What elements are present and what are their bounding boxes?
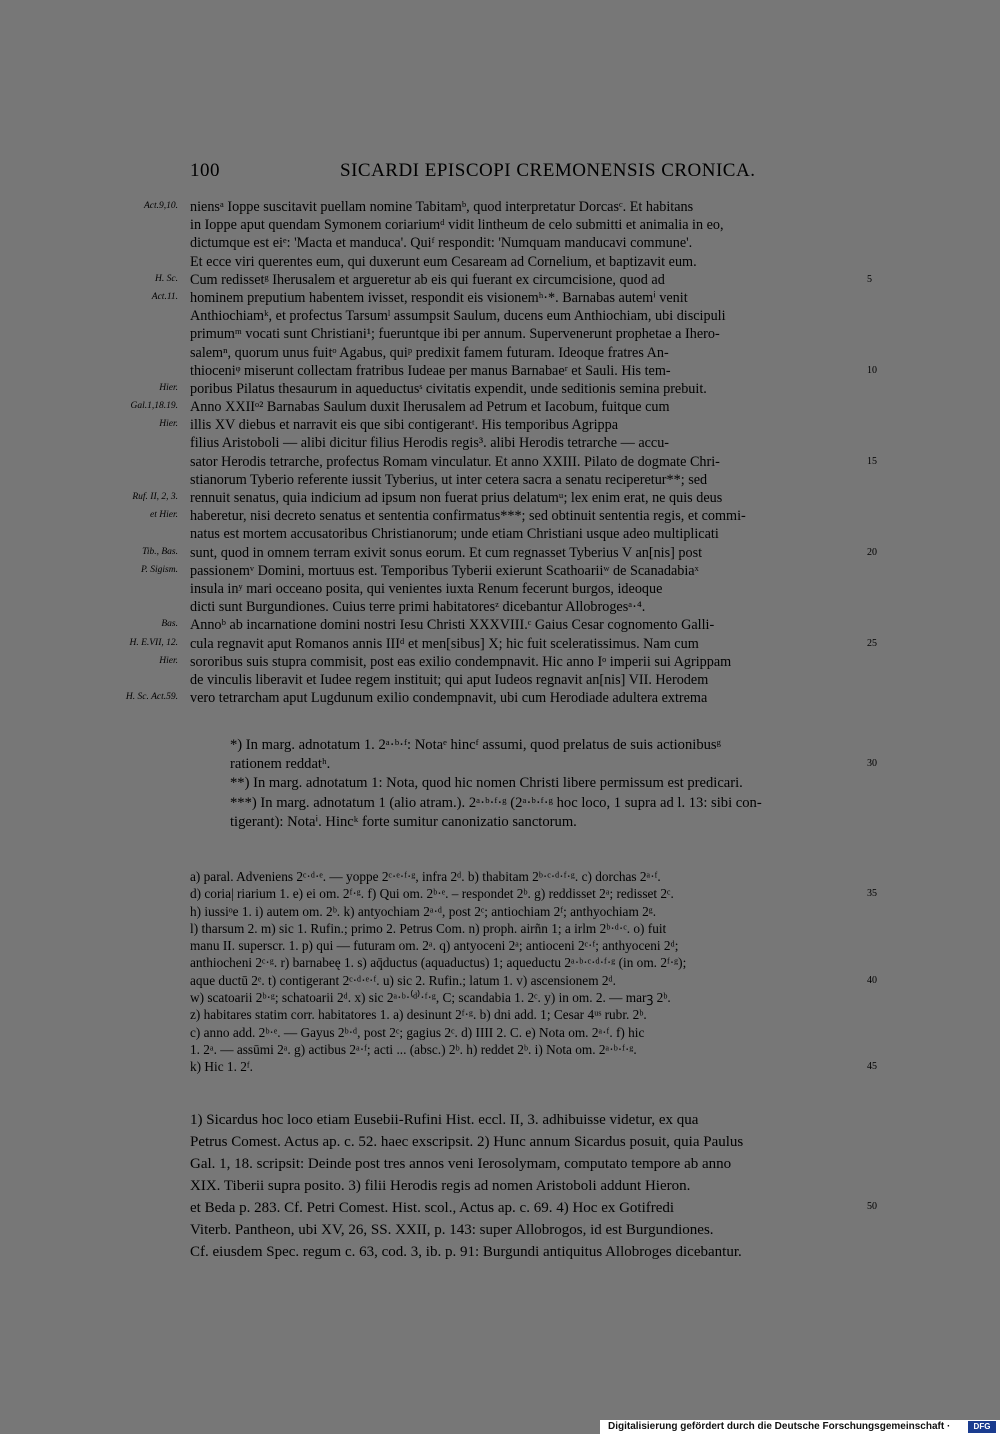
margin-reference: et Hier. <box>150 510 178 521</box>
line-text: salemⁿ, quorum unus fuitᵒ Agabus, quiᵖ predixit famem futuram. Ideoque fratres An- <box>190 344 669 361</box>
text-line <box>0 289 1000 307</box>
footer-text: Digitalisierung gefördert durch die Deutsche Forschungsgemeinschaft · <box>608 1421 951 1432</box>
line-text: vero tetrarcham aput Lugdunum exilio condempnavit, ubi cum Herodiade adultera extrema <box>190 690 708 707</box>
text-line <box>0 307 1000 325</box>
line-number: 20 <box>867 546 877 558</box>
text-line <box>0 671 1000 689</box>
marginal-notes <box>0 736 1000 832</box>
line-text: w) scatoarii 2ᵇ·ᵍ; schatoarii 2ᵈ. x) sic 2ᵃ·ᵇ·⁽ᵈ⁾·ᶠ·ᵍ, C; scandabia 1. 2ᶜ. y) in om. 2. — marꝫ 2ᵇ. <box>190 990 671 1006</box>
text-line <box>0 736 1000 755</box>
line-number: 10 <box>867 364 877 376</box>
line-number: 5 <box>867 273 872 285</box>
text-line <box>0 1041 1000 1058</box>
line-text: Anno XXIIᵒ² Barnabas Saulum duxit Iherusalem ad Petrum et Iacobum, fuitque cum <box>190 399 670 416</box>
line-number: 45 <box>867 1061 877 1073</box>
text-line <box>0 1154 1000 1176</box>
line-text: Gal. 1, 18. scripsit: Deinde post tres annos veni Ierosolymam, computato tempore ab anno <box>190 1156 732 1172</box>
line-text: Anthiochiamᵏ, et profectus Tarsumˡ assumpsit Saulum, ducens eum Anthiochiam, ubi discipuli <box>190 308 726 325</box>
dfg-logo: DFG <box>968 1421 996 1433</box>
line-text: rationem reddatʰ. <box>230 756 331 773</box>
margin-reference: Tib., Bas. <box>142 546 178 557</box>
margin-reference: Hier. <box>159 655 178 666</box>
running-title: SICARDI EPISCOPI CREMONENSIS CRONICA. <box>340 160 756 181</box>
line-text: hominem preputium habentem ivisset, respondit eis visionemʰ·*. Barnabas autemⁱ venit <box>190 289 688 306</box>
margin-reference: H. E.VII, 12. <box>129 637 178 648</box>
line-text: k) Hic 1. 2ᶠ. <box>190 1059 253 1075</box>
line-text: dicti sunt Burgundiones. Cuius terre primi habitatoresᶻ dicebantur Allobrogesᵃ·⁴. <box>190 599 646 616</box>
text-line <box>0 544 1000 562</box>
text-line <box>0 1006 1000 1023</box>
line-text: primumᵐ vocati sunt Christiani¹; fueruntque ibi per annum. Supervenerunt prophetae a Ihero- <box>190 326 720 343</box>
line-text: sororibus suis stupra commisit, post eas exilio condempnavit. Hic anno Iᵒ imperii sui Agrippam <box>190 653 732 670</box>
text-line <box>0 598 1000 616</box>
line-number: 25 <box>867 637 877 649</box>
line-number: 35 <box>867 888 877 900</box>
line-text: filius Aristoboli — alibi dicitur filius Herodis regis³. alibi Herodis tetrarche — accu- <box>190 435 670 452</box>
text-line <box>0 1058 1000 1075</box>
text-line <box>0 903 1000 920</box>
line-number: 40 <box>867 974 877 986</box>
text-line <box>0 434 1000 452</box>
line-text: a) paral. Adveniens 2ᶜ·ᵈ·ᵉ. — yoppe 2ᶜ·ᵉ·ᶠ·ᵍ, infra 2ᵈ. b) thabitam 2ᵇ·ᶜ·ᵈ·ᶠ·ᵍ. c) dorchas 2ᵃ·ᶠ. <box>190 869 661 884</box>
line-text: aque ductū 2ᵉ. t) contigerant 2ᶜ·ᵈ·ᵉ·ᶠ. u) sic 2. Rufin.; latum 1. v) ascensionem 2ᵈ. <box>190 972 616 988</box>
line-text: poribus Pilatus thesaurum in aqueductusˢ civitatis expendit, unde seditionis semina prebuit. <box>190 380 707 397</box>
line-text: niensᵃ Ioppe suscitavit puellam nomine Tabitamᵇ, quod interpretatur Dorcasᶜ. Et habitans <box>190 199 694 215</box>
text-line <box>0 972 1000 989</box>
text-line <box>0 253 1000 271</box>
text-line <box>0 868 1000 885</box>
text-line <box>0 885 1000 902</box>
line-text: c) anno add. 2ᵇ·ᵉ. — Gayus 2ᵇ·ᵈ, post 2ᶜ; gagius 2ᶜ. d) IIII 2. C. e) Nota om. 2ᵃ·ᶠ. f) hic <box>190 1024 645 1040</box>
text-line <box>0 216 1000 234</box>
line-text: ***) In marg. adnotatum 1 (alio atram.). 2ᵃ·ᵇ·ᶠ·ᵍ (2ᵃ·ᵇ·ᶠ·ᵍ hoc loco, 1 supra ad l. 13: sibi con- <box>230 794 762 811</box>
text-line <box>0 954 1000 971</box>
line-text: sator Herodis tetrarche, profectus Romam vinculatur. Et anno XXIII. Pilato de dogmate Chri- <box>190 453 720 470</box>
margin-reference: Act.9,10. <box>143 201 178 211</box>
line-text: thioceniᵠ miserunt collectam fratribus Iudeae per manus Barnabaeʳ et Sauli. His tem- <box>190 362 671 379</box>
line-text: Annoᵇ ab incarnatione domini nostri Iesu Christi XXXVIII.ᶜ Gaius Cesar cognomento Galli- <box>190 617 715 634</box>
text-line <box>0 271 1000 289</box>
line-text: sunt, quod in omnem terram exivit sonus eorum. Et cum regnasset Tyberius V an[nis] post <box>190 544 703 561</box>
text-line <box>0 653 1000 671</box>
text-line <box>0 453 1000 471</box>
text-line <box>0 471 1000 489</box>
line-text: rennuit senatus, quia indicium ad ipsum non fuerat prius delatumᵘ; lex enim erat, ne quis deus <box>190 490 723 506</box>
line-text: natus est mortem accusatoribus Christianorum; unde etiam Christiani usque adeo multiplicati <box>190 526 719 543</box>
line-text: haberetur, nisi decreto senatus et sententia confirmatus***; sed obtinuit sententia regis, et commi- <box>190 508 746 525</box>
line-text: Cum redissetᵍ Iherusalem et argueretur ab eis qui fuerant ex circumcisione, quod ad <box>190 271 665 288</box>
text-line <box>0 755 1000 774</box>
text-line <box>0 937 1000 954</box>
line-text: anthiocheni 2ᶜ·ᵍ. r) barnabeę 1. s) aq̄ductus (aquaductus) 1; aqueductu 2ᵃ·ᵇ·ᶜ·ᵈ·ᶠ·ᵍ (in om. 2ᶠ·ᵍ); <box>190 955 687 971</box>
text-line <box>0 398 1000 416</box>
variant-apparatus <box>0 868 1000 1076</box>
text-line <box>0 1176 1000 1198</box>
text-line <box>0 1132 1000 1154</box>
line-text: et Beda p. 283. Cf. Petri Comest. Hist. scol., Actus ap. c. 69. 4) Hoc ex Gotifredi <box>190 1200 675 1216</box>
text-line <box>0 489 1000 507</box>
line-text: l) tharsum 2. m) sic 1. Rufin.; primo 2. Petrus Com. n) proph. airñn 1; a irlm 2ᵇ·ᵈ·ᶜ. o) fuit <box>190 920 667 936</box>
text-line <box>0 1110 1000 1132</box>
margin-reference: H. Sc. <box>155 273 178 284</box>
page-number: 100 <box>190 160 220 181</box>
line-text: *) In marg. adnotatum 1. 2ᵃ·ᵇ·ᶠ: Notaᵉ hincᶠ assumi, quod prelatus de suis actionibusᵍ <box>230 737 721 753</box>
line-text: Viterb. Pantheon, ubi XV, 26, SS. XXII, p. 143: super Allobrogos, id est Burgundiones. <box>190 1222 714 1238</box>
footer-bar <box>600 1420 1000 1434</box>
line-text: d) coria| riarium 1. e) ei om. 2ᶠ·ᵍ. f) Qui om. 2ᵇ·ᵉ. – respondet 2ᵇ. g) reddisset 2ᵃ; redisset 2ᶜ. <box>190 886 674 902</box>
line-number: 30 <box>867 758 877 770</box>
text-line <box>0 1220 1000 1242</box>
line-text: Cf. eiusdem Spec. regum c. 63, cod. 3, ib. p. 91: Burgundi antiquitus Allobroges dicebantur. <box>190 1244 742 1260</box>
text-line <box>0 416 1000 434</box>
source-notes <box>0 1110 1000 1264</box>
text-line <box>0 580 1000 598</box>
line-text: in Ioppe aput quendam Symonem coriariumᵈ vidit lintheum de celo submitti et animalia in eo, <box>190 217 724 234</box>
margin-reference: Hier. <box>159 419 178 430</box>
text-line <box>0 198 1000 216</box>
margin-reference: Gal.1,18.19. <box>130 401 178 412</box>
text-line <box>0 635 1000 653</box>
text-line <box>0 920 1000 937</box>
line-text: 1. 2ᵃ. — assūmi 2ᵃ. g) actibus 2ᵃ·ᶠ; acti ... (absc.) 2ᵇ. h) reddet 2ᵇ. i) Nota om. 2ᵃ·ᵇ·ᶠ·ᵍ. <box>190 1041 637 1057</box>
margin-reference: Hier. <box>159 382 178 393</box>
line-text: insula inʸ mari occeano posita, qui venientes iuxta Renum fecerunt burgos, ideoque <box>190 580 663 597</box>
text-line <box>0 989 1000 1006</box>
line-text: tigerant): Notaⁱ. Hincᵏ forte sumitur canonizatio sanctorum. <box>230 813 577 830</box>
line-text: illis XV diebus et narravit eis que sibi contigerantᵗ. His temporibus Agrippa <box>190 417 619 434</box>
text-line <box>0 813 1000 832</box>
line-text: Petrus Comest. Actus ap. c. 52. haec exscripsit. 2) Hunc annum Sicardus posuit, quia Paulus <box>190 1134 744 1150</box>
line-number: 50 <box>867 1201 877 1212</box>
text-line <box>0 325 1000 343</box>
text-line <box>0 234 1000 252</box>
line-text: XIX. Tiberii supra posito. 3) filii Herodis regis ad nomen Aristoboli addunt Hieron. <box>190 1178 691 1194</box>
margin-reference: P. Sigism. <box>140 564 178 575</box>
text-line <box>0 1024 1000 1041</box>
text-line <box>0 507 1000 525</box>
text-line <box>0 1198 1000 1220</box>
line-number: 15 <box>867 455 877 467</box>
text-line <box>0 562 1000 580</box>
margin-reference: Act.11. <box>151 291 178 302</box>
line-text: h) iussiᵒe 1. i) autem om. 2ᵇ. k) antyochiam 2ᵃ·ᵈ, post 2ᶜ; antiochiam 2ᶠ; anthyochiam 2ᵍ. <box>190 903 657 919</box>
text-line <box>0 380 1000 398</box>
line-text: z) habitares statim corr. habitatores 1. a) desinunt 2ᶠ·ᵍ. b) dni add. 1; Cesar 4ᵘˢ rubr. 2ᵇ. <box>190 1007 647 1023</box>
text-line <box>0 525 1000 543</box>
margin-reference: Ruf. II, 2, 3. <box>132 492 178 502</box>
line-text: **) In marg. adnotatum 1: Nota, quod hic nomen Christi libere permissum est predicari. <box>230 775 743 792</box>
text-line <box>0 794 1000 813</box>
text-line <box>0 616 1000 634</box>
line-text: de vinculis liberavit et Iudee regem instituit; qui aput Iudeos regnavit an[nis] VII. Herodem <box>190 671 709 688</box>
text-line <box>0 344 1000 362</box>
line-text: passionemᵛ Domini, mortuus est. Temporibus Tyberii exierunt Scathoariiʷ de Scanadabiaˣ <box>190 562 699 579</box>
margin-reference: H. Sc. Act.59. <box>125 692 178 703</box>
line-text: 1) Sicardus hoc loco etiam Eusebii-Rufini Hist. eccl. II, 3. adhibuisse videtur, ex qua <box>190 1112 699 1128</box>
line-text: cula regnavit aput Romanos annis IIIᵈ et men[sibus] X; hic fuit sceleratissimus. Nam cum <box>190 635 699 652</box>
text-line <box>0 689 1000 707</box>
margin-reference: Bas. <box>161 619 178 630</box>
text-line <box>0 362 1000 380</box>
text-line <box>0 1242 1000 1264</box>
line-text: manu II. superscr. 1. p) qui — futuram om. 2ᵃ. q) antyoceni 2ᵃ; antioceni 2ᶜ·ᶠ; anthyoceni 2ᵈ; <box>190 938 679 954</box>
line-text: Et ecce viri querentes eum, qui duxerunt eum Cesaream ad Cornelium, et baptizavit eum. <box>190 253 697 270</box>
text-line <box>0 774 1000 793</box>
line-text: stianorum Tyberio referente iussit Tyberius, ut inter cetera sacra a senatu reciperetur**; sed <box>190 471 708 488</box>
page-header <box>190 160 870 184</box>
line-text: dictumque est eiᵉ: 'Macta et manduca'. Quiᶠ respondit: 'Numquam manducavi commune'. <box>190 235 693 252</box>
main-text <box>0 198 1000 707</box>
